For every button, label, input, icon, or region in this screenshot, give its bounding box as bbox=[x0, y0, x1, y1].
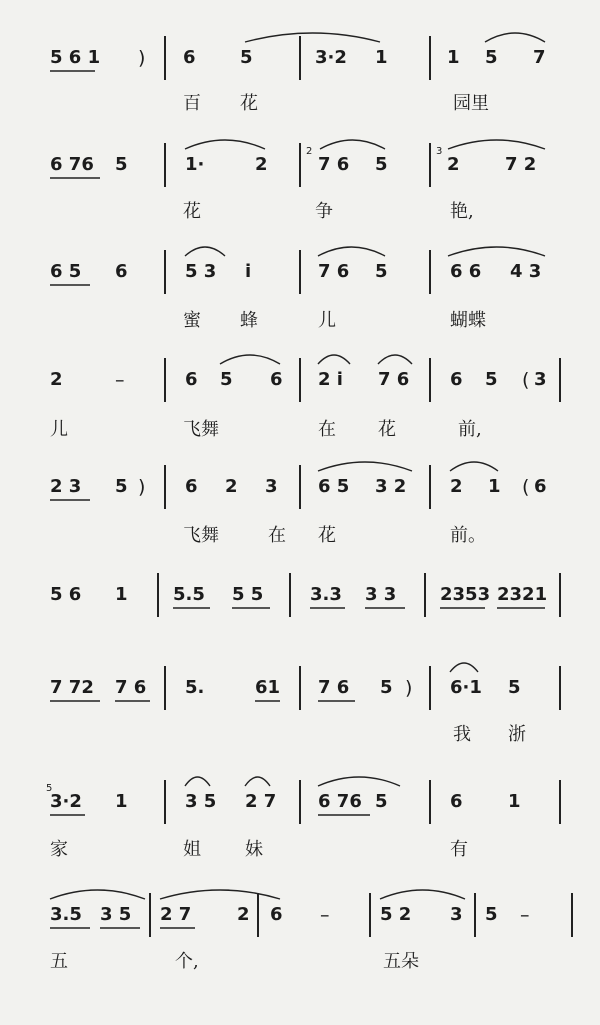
note-group: 3·2 bbox=[315, 47, 347, 68]
note-group: 2 bbox=[447, 154, 460, 175]
lyric-text: 儿 bbox=[50, 419, 68, 440]
note-group: 3 bbox=[450, 904, 463, 925]
note-group: 6 bbox=[450, 791, 463, 812]
lyric-text: 飞舞 bbox=[183, 419, 219, 440]
note-group: 1 bbox=[115, 791, 128, 812]
note-group: 7 bbox=[533, 47, 546, 68]
lyric-text: 艳, bbox=[450, 201, 474, 222]
note-group: 1 bbox=[375, 47, 388, 68]
lyric-text: 花 bbox=[183, 201, 201, 222]
note-group: 2321 bbox=[497, 584, 548, 605]
note-group: 5 bbox=[220, 369, 233, 390]
note-group: 5 5 bbox=[232, 584, 264, 605]
grace-note: 3 bbox=[436, 146, 443, 157]
lyric-text: 前, bbox=[458, 419, 482, 440]
slur bbox=[448, 140, 545, 149]
score-symbol: ) bbox=[405, 677, 413, 699]
note-group: 5 bbox=[508, 677, 521, 698]
note-group: 1 bbox=[115, 584, 128, 605]
note-group: 5 bbox=[375, 261, 388, 282]
score-symbol: ) bbox=[138, 47, 146, 69]
note-group: 5 bbox=[375, 791, 388, 812]
slur bbox=[320, 140, 385, 149]
lyric-text: 争 bbox=[315, 201, 333, 222]
note-group: 6 bbox=[534, 476, 547, 497]
lyric-text: 浙 bbox=[508, 724, 526, 745]
lyric-text: 个, bbox=[175, 951, 199, 972]
note-group: 5 bbox=[485, 904, 498, 925]
lyric-text: 蜂 bbox=[240, 310, 258, 331]
note-group: 5 bbox=[375, 154, 388, 175]
note-group: 7 6 bbox=[318, 677, 350, 698]
lyric-text: 花 bbox=[318, 525, 336, 546]
note-group: 2 bbox=[237, 904, 250, 925]
grace-note: 5 bbox=[46, 783, 53, 794]
note-group: 6 bbox=[183, 47, 196, 68]
note-group: 7 6 bbox=[378, 369, 410, 390]
note-group: 5 bbox=[115, 476, 128, 497]
note-group: 5 bbox=[380, 677, 393, 698]
note-group: 6·1 bbox=[450, 677, 482, 698]
slur bbox=[378, 355, 412, 364]
note-group: 5.5 bbox=[173, 584, 205, 605]
note-group: 6 bbox=[270, 904, 283, 925]
note-group: 3.3 bbox=[310, 584, 342, 605]
lyric-text: 蜜 bbox=[183, 310, 201, 331]
note-group: 5 bbox=[115, 154, 128, 175]
note-group: 3.5 bbox=[50, 904, 82, 925]
note-group: 6 5 bbox=[318, 476, 350, 497]
lyric-text: 有 bbox=[450, 839, 468, 860]
note-group: 5 bbox=[485, 369, 498, 390]
lyric-text: 五 bbox=[50, 951, 68, 972]
lyric-text: 百 bbox=[183, 93, 201, 114]
slur bbox=[185, 777, 210, 786]
note-group: 3 3 bbox=[365, 584, 397, 605]
note-group: 6 5 bbox=[50, 261, 82, 282]
slur bbox=[220, 355, 280, 364]
note-group: 5 3 bbox=[185, 261, 217, 282]
note-group: 5 2 bbox=[380, 904, 412, 925]
slur bbox=[318, 355, 350, 364]
note-group: 5 bbox=[240, 47, 253, 68]
note-group: 6 76 bbox=[50, 154, 94, 175]
note-group: 1· bbox=[185, 154, 205, 175]
lyric-text: 我 bbox=[453, 724, 471, 745]
slur bbox=[185, 140, 265, 149]
lyric-text: 蝴蝶 bbox=[450, 310, 486, 331]
grace-note: 2 bbox=[306, 146, 313, 157]
score-symbol: – bbox=[115, 369, 125, 391]
note-group: 2 7 bbox=[160, 904, 192, 925]
lyric-text: 花 bbox=[378, 419, 396, 440]
lyric-text: 在 bbox=[318, 419, 336, 440]
slur bbox=[318, 247, 385, 256]
note-group: 4 3 bbox=[510, 261, 542, 282]
note-group: 6 bbox=[185, 369, 198, 390]
score-symbol: – bbox=[520, 904, 530, 926]
slur bbox=[448, 247, 545, 256]
note-group: i bbox=[245, 261, 252, 282]
slur bbox=[485, 33, 545, 42]
note-group: 2 i bbox=[318, 369, 343, 390]
note-group: 6 bbox=[450, 369, 463, 390]
lyric-text: 飞舞 bbox=[183, 525, 219, 546]
note-group: 3 5 bbox=[185, 791, 217, 812]
score-symbol: ( bbox=[522, 476, 530, 498]
lyric-text: 五朵 bbox=[383, 951, 419, 972]
lyric-text: 家 bbox=[50, 839, 68, 860]
note-group: 5. bbox=[185, 677, 205, 698]
note-group: 2 bbox=[225, 476, 238, 497]
note-group: 2 bbox=[255, 154, 268, 175]
note-group: 1 bbox=[447, 47, 460, 68]
slur bbox=[318, 462, 412, 471]
lyric-text: 花 bbox=[240, 93, 258, 114]
note-group: 7 6 bbox=[115, 677, 147, 698]
note-group: 5 6 1 bbox=[50, 47, 101, 68]
note-group: 6 bbox=[185, 476, 198, 497]
note-group: 1 bbox=[508, 791, 521, 812]
score-symbol: ) bbox=[138, 476, 146, 498]
lyric-text: 前。 bbox=[450, 525, 486, 546]
note-group: 3·2 bbox=[50, 791, 82, 812]
note-group: 3 2 bbox=[375, 476, 407, 497]
score-symbol: – bbox=[320, 904, 330, 926]
slur bbox=[318, 777, 400, 786]
note-group: 3 bbox=[534, 369, 547, 390]
lyric-text: 园里 bbox=[453, 93, 489, 114]
note-group: 6 76 bbox=[318, 791, 362, 812]
note-group: 1 bbox=[488, 476, 501, 497]
note-group: 6 bbox=[115, 261, 128, 282]
lyric-text: 儿 bbox=[318, 310, 336, 331]
slur bbox=[50, 890, 145, 899]
note-group: 2353 bbox=[440, 584, 491, 605]
note-group: 5 bbox=[485, 47, 498, 68]
note-group: 7 6 bbox=[318, 154, 350, 175]
note-group: 2 bbox=[50, 369, 63, 390]
lyric-text: 在 bbox=[268, 525, 286, 546]
note-group: 2 bbox=[450, 476, 463, 497]
slur bbox=[450, 462, 498, 471]
lyric-text: 妹 bbox=[245, 839, 263, 860]
note-group: 7 2 bbox=[505, 154, 537, 175]
note-group: 2 3 bbox=[50, 476, 82, 497]
slur bbox=[450, 663, 478, 672]
note-group: 3 bbox=[265, 476, 278, 497]
note-group: 7 6 bbox=[318, 261, 350, 282]
slur bbox=[160, 890, 280, 899]
slur bbox=[245, 777, 270, 786]
slur bbox=[380, 890, 465, 899]
note-group: 2 7 bbox=[245, 791, 277, 812]
score-symbol: ( bbox=[522, 369, 530, 391]
note-group: 5 6 bbox=[50, 584, 82, 605]
slur bbox=[245, 33, 380, 42]
note-group: 6 bbox=[270, 369, 283, 390]
note-group: 3 5 bbox=[100, 904, 132, 925]
lyric-text: 姐 bbox=[183, 839, 201, 860]
note-group: 61 bbox=[255, 677, 281, 698]
slur bbox=[185, 247, 225, 256]
note-group: 7 72 bbox=[50, 677, 94, 698]
note-group: 6 6 bbox=[450, 261, 482, 282]
